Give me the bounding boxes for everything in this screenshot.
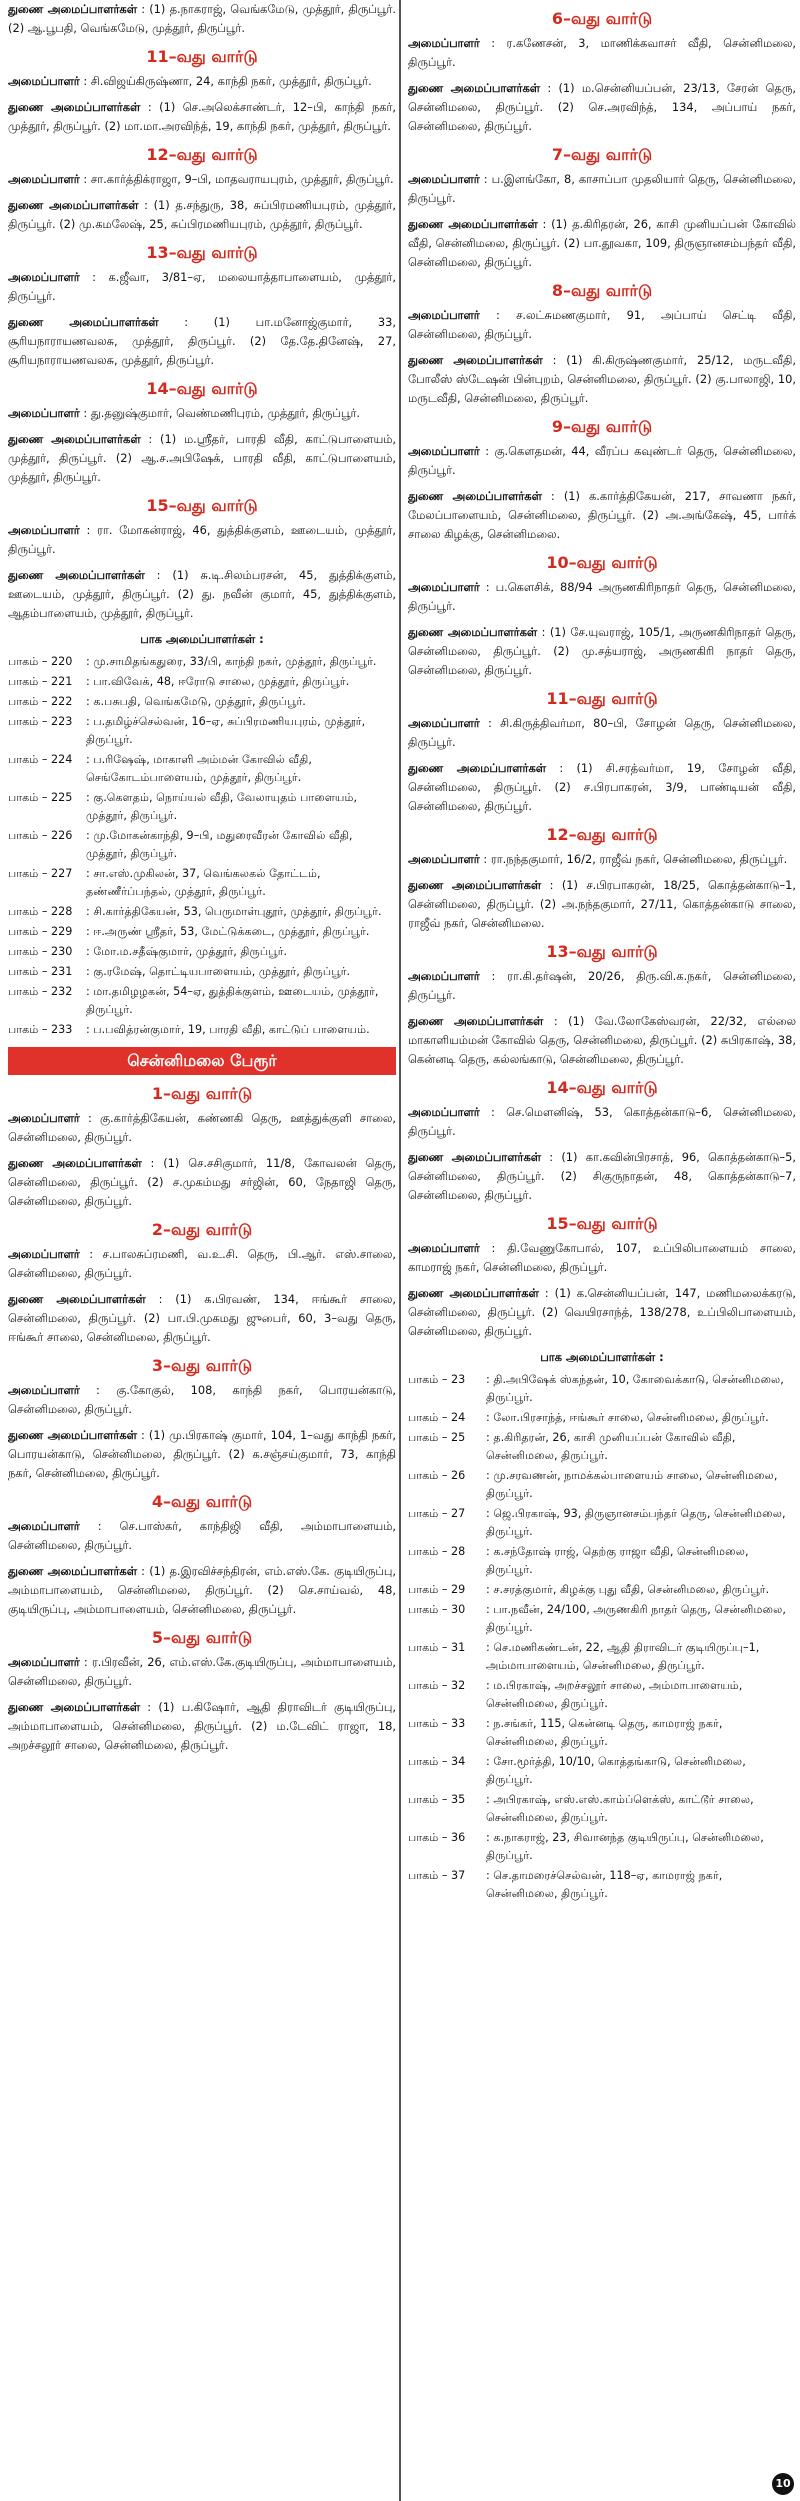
organiser-entry bbox=[408, 1148, 796, 1205]
booth-entry bbox=[408, 1543, 796, 1579]
organiser-entry bbox=[408, 306, 796, 344]
booth-entry bbox=[408, 1429, 796, 1465]
booth-number: பாகம் – 232 bbox=[8, 985, 73, 998]
organiser-details: : சி.கிருத்திவர்மா, 80–பி, சோழன் தெரு, சென்னிமலை, திருப்பூர். bbox=[408, 716, 796, 749]
role-label: அமைப்பாளர் bbox=[408, 852, 480, 866]
organiser-details: : (1) வே.லோகேஸ்வரன், 22/32, எல்லை மாகாளியம்மன் கோவில் தெரு, சென்னிமலை, திருப்பூர். (2) சுபிரகாஷ், 38, கென்னடி தெரு, கல்லங்காடு, சென்னிமலை, திருப்பூர். bbox=[408, 1014, 796, 1066]
organiser-entry bbox=[408, 79, 796, 136]
role-label: துணை அமைப்பாளர்கள் bbox=[8, 1564, 137, 1578]
role-label: துணை அமைப்பாளர்கள் bbox=[8, 1428, 137, 1442]
booth-number: பாகம் – 33 bbox=[408, 1717, 466, 1730]
booth-entry bbox=[408, 1829, 796, 1865]
booth-organiser: : மு.மோகன்காந்தி, 9–பி, மதுரைவீரன் கோவில் வீதி, முத்தூர், திருப்பூர். bbox=[86, 829, 353, 860]
organiser-details: : (1) செ.சசிகுமார், 11/8, கோவலன் தெரு, சென்னிமலை, திருப்பூர். (2) ச.முகம்மது சர்ஜின், 60, நேதாஜி தெரு, சென்னிமலை, திருப்பூர். bbox=[8, 1156, 396, 1208]
organiser-entry bbox=[408, 759, 796, 816]
booth-number: பாகம் – 28 bbox=[408, 1545, 466, 1558]
ward-heading: 2–வது வார்டு bbox=[151, 1220, 253, 1239]
role-label: துணை அமைப்பாளர்கள் bbox=[8, 2, 137, 16]
booth-organiser: : க.சந்தோஷ் ராஜ், தெற்கு ராஜா வீதி, சென்னிமலை, திருப்பூர். bbox=[486, 1545, 749, 1576]
ward-heading: 13–வது வார்டு bbox=[146, 243, 258, 262]
organiser-details: : (1) கி.கிருஷ்ணகுமார், 25/12, மருடவீதி, போலீஸ் ஸ்டேஷன் பின்புறம், சென்னிமலை, திருப்பூர். (2) கு.பாலாஜி, 10, மருடவீதி, சென்னிமலை, திருப்பூர். bbox=[408, 353, 796, 405]
role-label: அமைப்பாளர் bbox=[408, 1241, 480, 1255]
organiser-details: : ரா.கி.தர்ஷன், 20/26, திரு.வி.க.நகர், சென்னிமலை, திருப்பூர். bbox=[408, 969, 796, 1002]
booth-organiser: : சா.எஸ்.முகிலன், 37, வெங்கலகல் தோட்டம், தண்ணீர்ப்பந்தல், முத்தூர், திருப்பூர். bbox=[86, 867, 321, 898]
organiser-details: : க.ஜீவா, 3/81–ஏ, மலையாத்தாபாளையம், முத்தூர், திருப்பூர். bbox=[8, 270, 396, 303]
booth-entry bbox=[408, 1371, 796, 1407]
role-label: துணை அமைப்பாளர்கள் bbox=[408, 761, 547, 775]
organiser-details: : (1) சே.யுவராஜ், 105/1, அருணகிரிநாதர் தெரு, சென்னிமலை, திருப்பூர். (2) மு.சத்யராஜ், அருணகிரி நாதர் தெரு, சென்னிமலை, திருப்பூர். bbox=[408, 625, 796, 677]
organiser-details: : செ.மௌனிஷ், 53, கொத்தன்காடு–6, சென்னிமலை, திருப்பூர். bbox=[408, 1105, 796, 1138]
role-label: அமைப்பாளர் bbox=[8, 74, 80, 88]
organiser-entry bbox=[408, 1284, 796, 1341]
role-label: துணை அமைப்பாளர்கள் bbox=[408, 1286, 539, 1300]
booth-organiser: : அபிரகாஷ், எஸ்.எஸ்.காம்ப்ளெக்ஸ், காட்டூர் சாலை, சென்னிமலை, திருப்பூர். bbox=[486, 1793, 754, 1824]
role-label: துணை அமைப்பாளர்கள் bbox=[408, 1014, 544, 1028]
booth-organiser: : ச.சரத்குமார், கிழக்கு புது வீதி, சென்னிமலை, திருப்பூர். bbox=[486, 1583, 770, 1596]
page-number-badge: 10 bbox=[772, 2473, 794, 2495]
organiser-entry bbox=[408, 1012, 796, 1069]
booth-number: பாகம் – 230 bbox=[8, 945, 73, 958]
role-label: அமைப்பாளர் bbox=[8, 270, 80, 284]
organiser-entry bbox=[8, 313, 396, 370]
booth-entry bbox=[8, 673, 396, 691]
organiser-details: : (1) க.கார்த்திகேயன், 217, சாவணா நகர், மேலப்பாளையம், சென்னிமலை, திருப்பூர். (2) அ.அங்கேஷ், 45, பார்க் சாலை கிழக்கு, சென்னிமலை. bbox=[408, 489, 796, 541]
booth-organiser: : க.நாகராஜ், 23, சிவானந்த குடியிருப்பு, சென்னிமலை, திருப்பூர். bbox=[486, 1831, 764, 1862]
role-label: துணை அமைப்பாளர்கள் bbox=[8, 432, 141, 446]
booth-number: பாகம் – 231 bbox=[8, 965, 73, 978]
booth-entry bbox=[8, 1021, 396, 1039]
organiser-entry bbox=[8, 404, 396, 423]
booth-organiser: : சி.கார்த்திகேயன், 53, பெருமாள்புதூர், முத்தூர், திருப்பூர். bbox=[86, 905, 382, 918]
booth-entry bbox=[8, 983, 396, 1019]
organiser-entry bbox=[8, 1562, 396, 1619]
organiser-details: : (1) சி.சரத்வர்மா, 19, சோழன் வீதி, சென்னிமலை, திருப்பூர். (2) ச.பிரபாகரன், 3/9, பாண்டியன் வீதி, சென்னிமலை, திருப்பூர். bbox=[408, 761, 796, 813]
ward-heading: 10–வது வார்டு bbox=[546, 553, 658, 572]
role-label: துணை அமைப்பாளர்கள் bbox=[408, 625, 538, 639]
booth-organiser: : ஈ.அருண் ஸ்ரீதர், 53, மேட்டுக்கடை, முத்தூர், திருப்பூர். bbox=[86, 925, 370, 938]
role-label: துணை அமைப்பாளர்கள் bbox=[408, 353, 543, 367]
role-label: துணை அமைப்பாளர்கள் bbox=[8, 568, 145, 582]
organiser-entry bbox=[408, 623, 796, 680]
ward-heading: 9–வது வார்டு bbox=[551, 417, 653, 436]
organiser-entry bbox=[408, 34, 796, 72]
role-label: அமைப்பாளர் bbox=[8, 1111, 80, 1125]
ward-heading: 11–வது வார்டு bbox=[546, 689, 658, 708]
role-label: துணை அமைப்பாளர்கள் bbox=[8, 1292, 146, 1306]
role-label: துணை அமைப்பாளர்கள் bbox=[8, 315, 159, 329]
role-label: அமைப்பாளர் bbox=[8, 172, 80, 186]
organiser-details: : தி.வேணுகோபால், 107, உப்பிலிபாளையம் சாலை, காமராஜ் நகர், சென்னிமலை, திருப்பூர். bbox=[408, 1241, 796, 1274]
booth-number: பாகம் – 36 bbox=[408, 1831, 466, 1844]
ward-heading: 14–வது வார்டு bbox=[546, 1078, 658, 1097]
booth-number: பாகம் – 223 bbox=[8, 715, 73, 728]
booth-organiser: : ம.பிரகாஷ், அறச்சலூர் சாலை, அம்மாபாளையம், சென்னிமலை, திருப்பூர். bbox=[486, 1679, 743, 1710]
organiser-details: : (1) செ.அலெக்சாண்டர், 12–பி, காந்தி நகர், முத்தூர், திருப்பூர். (2) மா.மா.அரவிந்த், 19, காந்தி நகர், முத்தூர், திருப்பூர். bbox=[8, 100, 396, 133]
organiser-details: : (1) த.சந்துரு, 38, சுப்பிரமணியபுரம், முத்தூர், திருப்பூர். (2) மு.கமலேஷ், 25, சுப்பிரமணியபுரம், முத்தூர், திருப்பூர். bbox=[8, 198, 396, 231]
booth-organiser: : செ.மணிகண்டன், 22, ஆதி திராவிடர் குடியிருப்பு–1, அம்மாபாளையம், சென்னிமலை, திருப்பூர். bbox=[486, 1641, 760, 1672]
role-label: துணை அமைப்பாளர்கள் bbox=[8, 1156, 142, 1170]
booth-organiser: : மா.தமிழழகன், 54–ஏ, துத்திக்குளம், ஊடையம், முத்தூர், திருப்பூர். bbox=[86, 985, 379, 1016]
booth-entry bbox=[408, 1581, 796, 1599]
role-label: அமைப்பாளர் bbox=[408, 969, 480, 983]
organiser-details: : (1) த.இரவிச்சந்திரன், எம்.எஸ்.கே. குடியிருப்பு, அம்மாபாளையம், சென்னிமலை, திருப்பூர். (2) செ.சாய்வல், 48, குடியிருப்பு, அம்மாபாளையம், சென்னிமலை, திருப்பூர். bbox=[8, 1564, 396, 1616]
booth-entry bbox=[408, 1867, 796, 1903]
ward-heading: 6–வது வார்டு bbox=[551, 9, 653, 28]
role-label: துணை அமைப்பாளர்கள் bbox=[408, 81, 541, 95]
booth-number: பாகம் – 29 bbox=[408, 1583, 466, 1596]
booth-entry bbox=[408, 1715, 796, 1751]
booth-entry bbox=[408, 1753, 796, 1789]
booth-number: பாகம் – 34 bbox=[408, 1755, 466, 1768]
role-label: துணை அமைப்பாளர்கள் bbox=[8, 1700, 141, 1714]
booth-number: பாகம் – 225 bbox=[8, 791, 73, 804]
role-label: அமைப்பாளர் bbox=[8, 1519, 80, 1533]
booth-number: பாகம் – 23 bbox=[408, 1373, 466, 1386]
ward-heading: 1–வது வார்டு bbox=[151, 1084, 253, 1103]
role-label: அமைப்பாளர் bbox=[8, 523, 80, 537]
role-label: துணை அமைப்பாளர்கள் bbox=[408, 489, 542, 503]
organiser-details: : (1) கா.கவின்பிரசாத், 96, கொத்தன்காடு–5, சென்னிமலை, திருப்பூர். (2) சிகுருநாதன், 48, கொத்தன்காடு–7, சென்னிமலை, திருப்பூர். bbox=[408, 1150, 796, 1202]
booth-organiser: : ப.ரிஷேஷ், மாகாளி அம்மன் கோவில் வீதி, செங்கோடம்பாளையம், முத்தூர், திருப்பூர். bbox=[86, 753, 312, 784]
organiser-entry bbox=[8, 1245, 396, 1283]
organiser-details: : (1) ச.பிரபாகரன், 18/25, கொத்தன்காடு–1, சென்னிமலை, திருப்பூர். (2) அ.நந்தகுமார், 27/11, கொத்தன்காடு சாலை, ராஜீவ் நகர், சென்னிமலை. bbox=[408, 878, 796, 930]
booth-organiser: : சோ.மூர்த்தி, 10/10, கொத்தங்காடு, சென்னிமலை, திருப்பூர். bbox=[486, 1755, 746, 1786]
ward-heading: 8–வது வார்டு bbox=[551, 281, 653, 300]
role-label: அமைப்பாளர் bbox=[408, 580, 480, 594]
organiser-details: : சா.கார்த்திக்ராஜா, 9–பி, மாதவராயபுரம், முத்தூர், திருப்பூர். bbox=[79, 172, 394, 186]
booth-number: பாகம் – 30 bbox=[408, 1603, 466, 1616]
organiser-details: : ர.பிரவீன், 26, எம்.எஸ்.கே.குடியிருப்பு, அம்மாபாளையம், சென்னிமலை, திருப்பூர். bbox=[8, 1655, 396, 1688]
organiser-details: : ரா. மோகன்ராஜ், 46, துத்திக்குளம், ஊடையம், முத்தூர், திருப்பூர். bbox=[8, 523, 396, 556]
organiser-details: : (1) ம.ஸ்ரீதர், பாரதி வீதி, காட்டுபாளையம், முத்தூர், திருப்பூர். (2) ஆ.ச.அபிஷேக், பாரதி வீதி, காட்டுபாளையம், முத்தூர், திருப்பூர். bbox=[8, 432, 396, 484]
organiser-entry bbox=[8, 1426, 396, 1483]
organiser-details: : (1) மு.பிரகாஷ் குமார், 104, 1–வது காந்தி நகர், பொரயன்காடு, சென்னிமலை, திருப்பூர். (2) க.சஞ்சய்குமார், 73, காந்தி நகர், சென்னிமலை, திருப்பூர். bbox=[8, 1428, 396, 1480]
organiser-entry bbox=[8, 170, 396, 189]
booth-entry bbox=[8, 713, 396, 749]
organiser-entry bbox=[408, 351, 796, 408]
booth-organiser: : கு.கௌதம், நொய்யல் வீதி, வேலாயுதம் பாளையம், முத்தூர், திருப்பூர். bbox=[86, 791, 358, 822]
booth-number: பாகம் – 227 bbox=[8, 867, 73, 880]
organiser-entry bbox=[408, 967, 796, 1005]
organiser-entry bbox=[8, 1517, 396, 1555]
ward-heading: 12–வது வார்டு bbox=[546, 825, 658, 844]
organiser-details: : (1) ம.சென்னியப்பன், 23/13, சேரன் தெரு, சென்னிமலை, திருப்பூர். (2) செ.அரவிந்த், 134, அப்பாய் நகர், சென்னிமலை, திருப்பூர். bbox=[408, 81, 796, 133]
booth-number: பாகம் – 32 bbox=[408, 1679, 466, 1692]
organiser-details: : ர.கணேசன், 3, மாணிக்கவாசர் வீதி, சென்னிமலை, திருப்பூர். bbox=[408, 36, 796, 69]
booth-entry bbox=[8, 827, 396, 863]
organiser-entry bbox=[408, 850, 796, 869]
booth-number: பாகம் – 26 bbox=[408, 1469, 466, 1482]
organiser-details: : கு.கோகுல், 108, காந்தி நகர், பொரயன்காடு, சென்னிமலை, திருப்பூர். bbox=[8, 1383, 396, 1416]
booth-entry bbox=[8, 943, 396, 961]
organiser-entry bbox=[8, 268, 396, 306]
booth-number: பாகம் – 221 bbox=[8, 675, 73, 688]
booth-organiser: : தி.அபிஷேக் ஸ்கந்தன், 10, கோவைக்காடு, சென்னிமலை, திருப்பூர். bbox=[486, 1373, 784, 1404]
booth-organiser: : செ.தாமரைச்செல்வன், 118–ஏ, காமராஜ் நகர், சென்னிமலை, திருப்பூர். bbox=[486, 1869, 723, 1900]
booth-number: பாகம் – 228 bbox=[8, 905, 73, 918]
organiser-details: : சி.விஜய்கிருஷ்ணா, 24, காந்தி நகர், முத்தூர், திருப்பூர். bbox=[79, 74, 372, 88]
role-label: அமைப்பாளர் bbox=[8, 1247, 80, 1261]
organiser-details: : ரா.நந்தகுமார், 16/2, ராஜீவ் நகர், சென்னிமலை, திருப்பூர். bbox=[479, 852, 788, 866]
booth-number: பாகம் – 24 bbox=[408, 1411, 466, 1424]
organiser-details: : (1) க.பிரவண், 134, ஈங்கூர் சாலை, சென்னிமலை, திருப்பூர். (2) பா.பி.முகமது ஜுபைர், 60, 3–வது தெரு, ஈங்கூர் சாலை, சென்னிமலை, திருப்பூர். bbox=[8, 1292, 396, 1344]
organiser-entry bbox=[408, 578, 796, 616]
organiser-entry bbox=[8, 1381, 396, 1419]
organiser-entry bbox=[8, 0, 396, 38]
booth-entry bbox=[408, 1409, 796, 1427]
organiser-details: : (1) ப.கிஷோர், ஆதி திராவிடர் குடியிருப்பு, அம்மாபாளையம், சென்னிமலை, திருப்பூர். (2) ம.டேவிட் ராஜா, 18, அறச்சலூர் சாலை, சென்னிமலை, திருப்பூர். bbox=[8, 1700, 396, 1752]
booth-entry bbox=[8, 903, 396, 921]
role-label: அமைப்பாளர் bbox=[408, 444, 480, 458]
organiser-details: : (1) க.சென்னியப்பன், 147, மணிமலைக்கரடு, சென்னிமலை, திருப்பூர். (2) வெயிரசாந்த், 138/278, உப்பிலிபாளையம், சென்னிமலை, திருப்பூர். bbox=[408, 1286, 796, 1338]
booth-number: பாகம் – 222 bbox=[8, 695, 73, 708]
booth-number: பாகம் – 229 bbox=[8, 925, 73, 938]
booth-organisers-heading: பாக அமைப்பாளர்கள் : bbox=[140, 632, 264, 646]
organiser-details: : ப.கௌசிக், 88/94 அருணகிரிநாதர் தெரு, சென்னிமலை, திருப்பூர். bbox=[408, 580, 796, 613]
booth-number: பாகம் – 233 bbox=[8, 1023, 73, 1036]
booth-number: பாகம் – 31 bbox=[408, 1641, 466, 1654]
ward-heading: 7–வது வார்டு bbox=[551, 145, 653, 164]
booth-organiser: : ப.பவித்ரன்குமார், 19, பாரதி வீதி, காட்டுப் பாளையம். bbox=[86, 1023, 370, 1036]
organiser-details: : ச.லட்சுமணகுமார், 91, அப்பாய் செட்டி வீதி, சென்னிமலை, திருப்பூர். bbox=[408, 308, 796, 341]
organiser-entry bbox=[8, 196, 396, 234]
ward-heading: 11–வது வார்டு bbox=[146, 47, 258, 66]
organiser-details: : (1) சு.டி.சிலம்பரசன், 45, துத்திக்குளம், ஊடையம், முத்தூர், திருப்பூர். (2) து. நவீன் குமார், 45, துத்திக்குளம், ஆதம்பாளையம், முத்தூர், திருப்பூர். bbox=[8, 568, 396, 620]
role-label: துணை அமைப்பாளர்கள் bbox=[408, 217, 538, 231]
role-label: துணை அமைப்பாளர்கள் bbox=[408, 1150, 542, 1164]
role-label: துணை அமைப்பாளர்கள் bbox=[408, 878, 542, 892]
role-label: அமைப்பாளர் bbox=[8, 406, 80, 420]
booth-entry bbox=[408, 1601, 796, 1637]
booth-organiser: : பா.நவீன், 24/100, அருணகிரி நாதர் தெரு, சென்னிமலை, திருப்பூர். bbox=[486, 1603, 786, 1634]
ward-heading: 12–வது வார்டு bbox=[146, 145, 258, 164]
organiser-entry bbox=[408, 714, 796, 752]
booth-entry bbox=[8, 789, 396, 825]
ward-heading: 15–வது வார்டு bbox=[546, 1214, 658, 1233]
booth-entry bbox=[8, 963, 396, 981]
booth-organiser: : மு.சரவணன், நாமக்கல்பாளையம் சாலை, சென்னிமலை, திருப்பூர். bbox=[486, 1469, 778, 1500]
role-label: அமைப்பாளர் bbox=[408, 308, 480, 322]
booth-number: பாகம் – 224 bbox=[8, 753, 73, 766]
left-column bbox=[8, 0, 396, 2501]
booth-number: பாகம் – 220 bbox=[8, 655, 73, 668]
role-label: துணை அமைப்பாளர்கள் bbox=[8, 198, 139, 212]
booth-entry bbox=[408, 1791, 796, 1827]
organiser-entry bbox=[8, 1290, 396, 1347]
organiser-entry bbox=[8, 1698, 396, 1755]
organiser-entry bbox=[408, 487, 796, 544]
booth-number: பாகம் – 27 bbox=[408, 1507, 466, 1520]
booth-organisers-heading: பாக அமைப்பாளர்கள் : bbox=[540, 1350, 664, 1364]
role-label: அமைப்பாளர் bbox=[408, 1105, 480, 1119]
organiser-details: : கு.கௌதமன், 44, வீரப்ப கவுண்டர் தெரு, சென்னிமலை, திருப்பூர். bbox=[408, 444, 796, 477]
organiser-entry bbox=[408, 442, 796, 480]
role-label: அமைப்பாளர் bbox=[8, 1655, 80, 1669]
organiser-entry bbox=[408, 1239, 796, 1277]
booth-entry bbox=[8, 653, 396, 671]
ward-heading: 3–வது வார்டு bbox=[151, 1356, 253, 1375]
organiser-details: : (1) த.நாகராஜ், வெங்கமேடு, முத்தூர், திருப்பூர். (2) ஆ.பூபதி, வெங்கமேடு, முத்தூர், திருப்பூர். bbox=[8, 2, 396, 35]
organiser-entry bbox=[8, 566, 396, 623]
booth-organiser: : க.பசுபதி, வெங்கமேடு, முத்தூர், திருப்பூர். bbox=[86, 695, 306, 708]
role-label: அமைப்பாளர் bbox=[408, 172, 480, 186]
booth-entry bbox=[8, 751, 396, 787]
organiser-details: : கு.கார்த்திகேயன், கண்ணகி தெரு, ஊத்துக்குளி சாலை, சென்னிமலை, திருப்பூர். bbox=[8, 1111, 396, 1144]
organiser-details: : (1) த.கிரிதரன், 26, காசி முனியப்பன் கோவில் வீதி, சென்னிமலை, திருப்பூர். (2) பா.தூவகா, 109, திருஞானசம்பந்தர் வீதி, சென்னிமலை, திருப்பூர். bbox=[408, 217, 796, 269]
organiser-details: : செ.பாஸ்கர், காந்திஜி வீதி, அம்மாபாளையம், சென்னிமலை, திருப்பூர். bbox=[8, 1519, 396, 1552]
booth-entry bbox=[8, 865, 396, 901]
booth-entry bbox=[408, 1639, 796, 1675]
organiser-entry bbox=[8, 1109, 396, 1147]
organiser-entry bbox=[8, 1653, 396, 1691]
booth-entry bbox=[8, 923, 396, 941]
booth-number: பாகம் – 226 bbox=[8, 829, 73, 842]
organiser-entry bbox=[408, 876, 796, 933]
organiser-entry bbox=[8, 1154, 396, 1211]
booth-organiser: : ப.தமிழ்ச்செல்வன், 16–ஏ, சுப்பிரமணியபுரம், முத்தூர், திருப்பூர். bbox=[86, 715, 366, 746]
role-label: அமைப்பாளர் bbox=[408, 716, 480, 730]
role-label: அமைப்பாளர் bbox=[8, 1383, 80, 1397]
organiser-entry bbox=[408, 170, 796, 208]
booth-organiser: : மோ.ம.சதீஷ்குமார், முத்தூர், திருப்பூர். bbox=[86, 945, 288, 958]
booth-number: பாகம் – 35 bbox=[408, 1793, 466, 1806]
booth-organiser: : த.கிரிதரன், 26, காசி முனியப்பன் கோவில் வீதி, சென்னிமலை, திருப்பூர். bbox=[486, 1431, 736, 1462]
organiser-details: : ச.பாலசுப்ரமணி, வ.உ.சி. தெரு, பி.ஆர். எஸ்.சாலை, சென்னிமலை, திருப்பூர். bbox=[8, 1247, 396, 1280]
organiser-entry bbox=[408, 1103, 796, 1141]
column-divider bbox=[399, 0, 401, 2501]
section-banner: சென்னிமலை பேரூர் bbox=[8, 1047, 396, 1075]
organiser-entry bbox=[408, 215, 796, 272]
ward-heading: 14–வது வார்டு bbox=[146, 379, 258, 398]
organiser-details: : ப.இளங்கோ, 8, காசாப்பா முதலியார் தெரு, சென்னிமலை, திருப்பூர். bbox=[408, 172, 796, 205]
role-label: அமைப்பாளர் bbox=[408, 36, 480, 50]
booth-entry bbox=[408, 1505, 796, 1541]
booth-entry bbox=[408, 1677, 796, 1713]
booth-organiser: : கு.ரமேஷ், தொட்டியபாளையம், முத்தூர், திருப்பூர். bbox=[86, 965, 351, 978]
booth-entry bbox=[408, 1467, 796, 1503]
booth-organiser: : பா.விவேக், 48, ஈரோடு சாலை, முத்தூர், திருப்பூர். bbox=[86, 675, 350, 688]
role-label: துணை அமைப்பாளர்கள் bbox=[8, 100, 141, 114]
organiser-details: : து.தனுஷ்குமார், வெண்மணிபுரம், முத்தூர், திருப்பூர். bbox=[79, 406, 361, 420]
booth-organiser: : ஜெ.பிரகாஷ், 93, திருஞானசம்பந்தர் தெரு, சென்னிமலை, திருப்பூர். bbox=[486, 1507, 786, 1538]
organiser-entry bbox=[8, 430, 396, 487]
organiser-details: : (1) பா.மனோஜ்குமார், 33, சூரியநாராயணவலசு, முத்தூர், திருப்பூர். (2) தே.தே.தினேஷ், 27, சூரியநாராயணவலசு, முத்தூர், திருப்பூர். bbox=[8, 315, 396, 367]
ward-heading: 15–வது வார்டு bbox=[146, 496, 258, 515]
organiser-entry bbox=[8, 98, 396, 136]
booth-organiser: : ந.சங்கர், 115, கென்னடி தெரு, காமராஜ் நகர், சென்னிமலை, திருப்பூர். bbox=[486, 1717, 723, 1748]
booth-number: பாகம் – 37 bbox=[408, 1869, 466, 1882]
ward-heading: 13–வது வார்டு bbox=[546, 942, 658, 961]
ward-heading: 5–வது வார்டு bbox=[151, 1628, 253, 1647]
ward-heading: 4–வது வார்டு bbox=[151, 1492, 253, 1511]
right-column bbox=[408, 0, 796, 2501]
booth-organiser: : மு.சாமிதங்கதுரை, 33/பி, காந்தி நகர், முத்தூர், திருப்பூர். bbox=[86, 655, 377, 668]
booth-number: பாகம் – 25 bbox=[408, 1431, 466, 1444]
organiser-entry bbox=[8, 72, 396, 91]
booth-entry bbox=[8, 693, 396, 711]
organiser-entry bbox=[8, 521, 396, 559]
booth-organiser: : லோ.பிரசாந்த், ஈங்கூர் சாலை, சென்னிமலை, திருப்பூர். bbox=[486, 1411, 769, 1424]
